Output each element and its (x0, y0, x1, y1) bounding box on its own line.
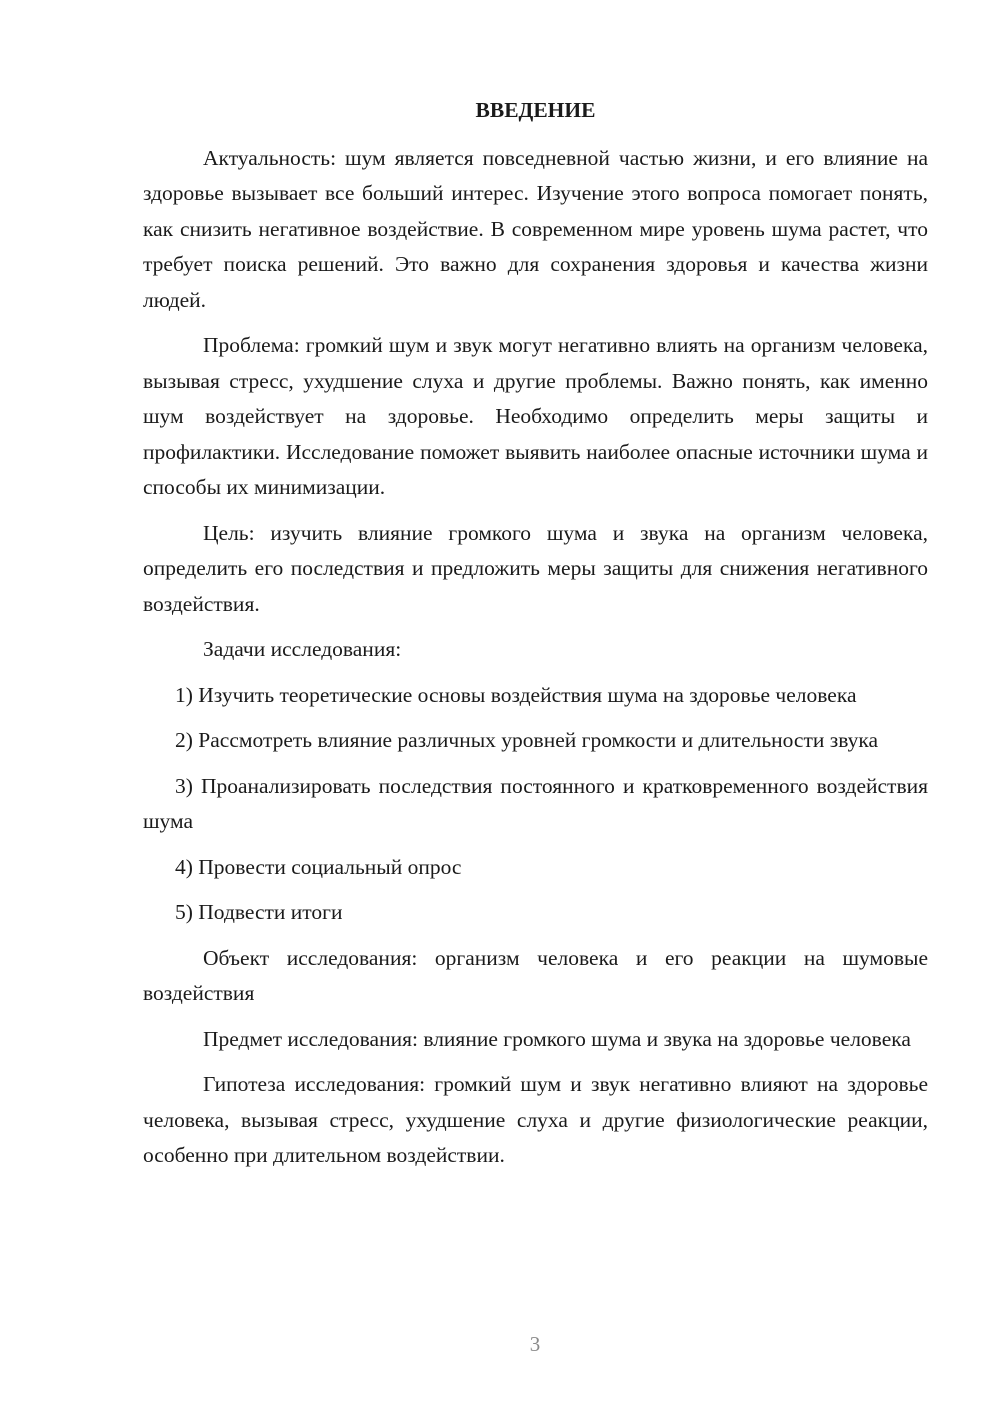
task-item: 3) Проанализировать последствия постоянного и кратковременного воздействия шума (143, 773, 928, 833)
task-item: 1) Изучить теоретические основы воздействия шума на здоровье человека (175, 682, 857, 707)
task-item: 5) Подвести итоги (175, 900, 343, 924)
task-item: 2) Рассмотреть влияние различных уровней громкости и длительности звука (175, 728, 879, 752)
problem-paragraph: Проблема: громкий шум и звук могут негативно влиять на организм человека, вызывая стресс, ухудшение слуха и другие проблемы. Важно понять, как именно шум воздействует на здоровье. Необходимо определить меры защиты и профилактики. Исследование поможет выявить наиболее опасные источники шума и способы их минимизации. (143, 333, 928, 499)
task-item: 4) Провести социальный опрос (175, 854, 462, 879)
page-title: ВВЕДЕНИЕ (475, 98, 596, 122)
page-content (143, 93, 928, 1184)
object-paragraph: Объект исследования: организм человека и его реакции на шумовые воздействия (143, 945, 928, 1005)
goal-paragraph: Цель: изучить влияние громкого шума и звука на организм человека, определить его последствия и предложить меры защиты для снижения негативного воздействия. (143, 520, 928, 616)
subject-paragraph: Предмет исследования: влияние громкого шума и звука на здоровье человека (203, 1026, 911, 1051)
page-number: 3 (529, 1332, 541, 1356)
relevance-paragraph: Актуальность: шум является повседневной частью жизни, и его влияние на здоровье вызывает все больший интерес. Изучение этого вопроса помогает понять, как снизить негативное воздействие. В современном мире уровень шума растет, что требует поиска решений. Это важно для сохранения здоровья и качества жизни людей. (143, 145, 928, 312)
tasks-heading: Задачи исследования: (203, 637, 402, 661)
hypothesis-paragraph: Гипотеза исследования: громкий шум и звук негативно влияют на здоровье человека, вызывая стресс, ухудшение слуха и другие физиологические реакции, особенно при длительном воздействии. (143, 1072, 928, 1167)
